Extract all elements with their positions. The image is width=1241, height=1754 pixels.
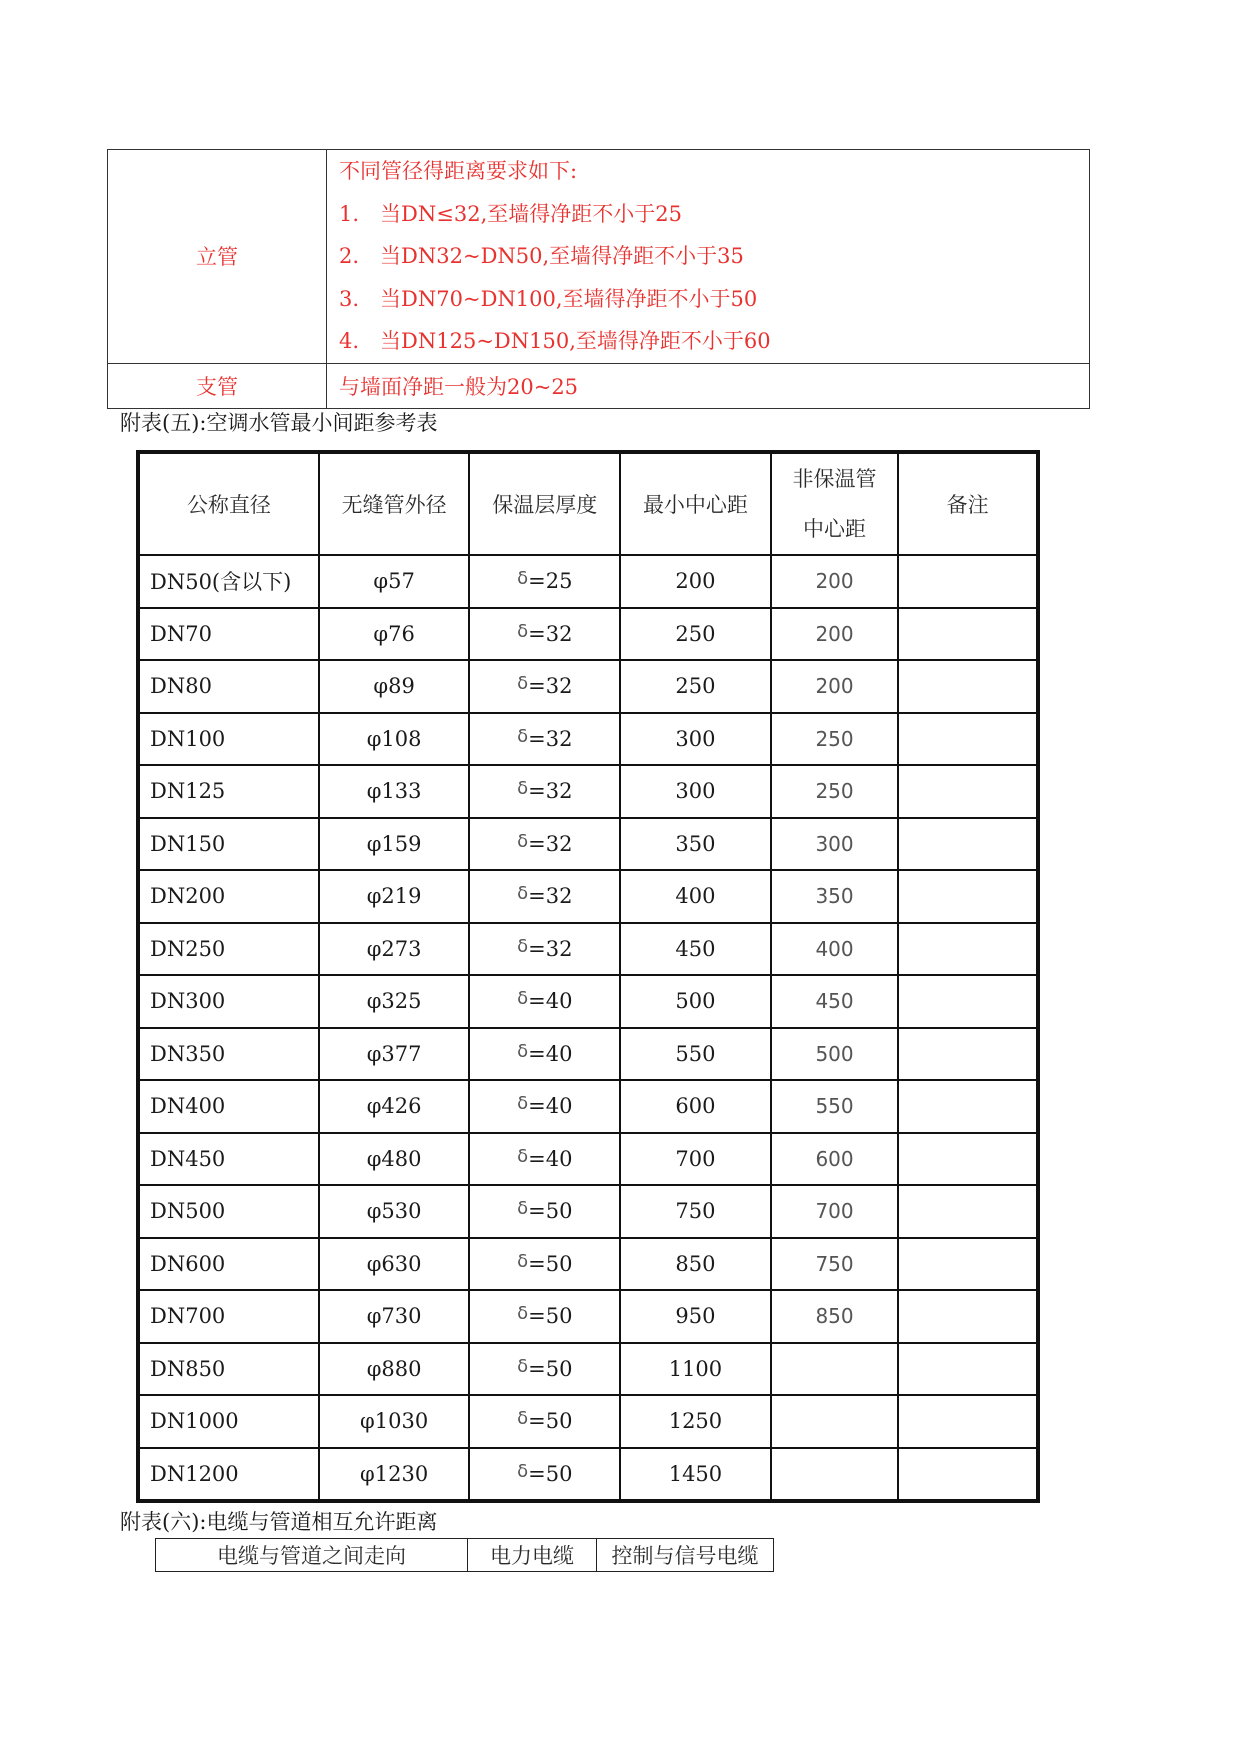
cell-min-center-distance: 1450 bbox=[620, 1448, 771, 1502]
cell-nominal-diameter: DN850 bbox=[138, 1343, 319, 1396]
riser-item-4: 4. 当DN125~DN150,至墙得净距不小于60 bbox=[339, 329, 771, 353]
cell-nominal-diameter: DN200 bbox=[138, 870, 319, 923]
header-insulation-thickness: 保温层厚度 bbox=[469, 452, 620, 555]
table-header-row bbox=[156, 1539, 774, 1572]
riser-item-1: 1. 当DN≤32,至墙得净距不小于25 bbox=[339, 201, 682, 226]
thickness-value: =25 bbox=[528, 569, 573, 594]
cell-insulation-thickness bbox=[469, 1080, 620, 1133]
table-row bbox=[138, 660, 1038, 713]
cell-min-center-distance: 1100 bbox=[620, 1343, 771, 1396]
delta-symbol: δ bbox=[517, 988, 529, 1010]
cell-min-center-distance: 950 bbox=[620, 1290, 771, 1343]
delta-symbol: δ bbox=[517, 620, 529, 642]
cell-nominal-diameter: DN450 bbox=[138, 1133, 319, 1186]
cell-outer-diameter: φ880 bbox=[319, 1343, 470, 1396]
cell-nominal-diameter: DN300 bbox=[138, 975, 319, 1028]
table-row bbox=[138, 1185, 1038, 1238]
header-remarks: 备注 bbox=[898, 452, 1038, 555]
cell-remarks bbox=[898, 1028, 1038, 1081]
cell-outer-diameter: φ530 bbox=[319, 1185, 470, 1238]
header-direction: 电缆与管道之间走向 bbox=[156, 1539, 468, 1572]
cell-insulation-thickness bbox=[469, 660, 620, 713]
table-row bbox=[138, 608, 1038, 661]
delta-symbol: δ bbox=[517, 673, 529, 695]
cell-remarks bbox=[898, 608, 1038, 661]
thickness-value: =32 bbox=[528, 779, 573, 804]
cell-remarks bbox=[898, 1080, 1038, 1133]
thickness-value: =32 bbox=[528, 726, 573, 751]
cell-non-insulated-distance: 200 bbox=[771, 660, 899, 713]
pipe-spacing-table bbox=[136, 450, 1040, 1503]
cell-non-insulated-distance: 600 bbox=[771, 1133, 899, 1186]
cell-min-center-distance: 400 bbox=[620, 870, 771, 923]
cell-insulation-thickness bbox=[469, 1290, 620, 1343]
cell-insulation-thickness bbox=[469, 923, 620, 976]
pipe-spacing-table-body bbox=[138, 555, 1038, 1501]
table-row bbox=[138, 1290, 1038, 1343]
cell-nominal-diameter: DN250 bbox=[138, 923, 319, 976]
header-nominal-diameter: 公称直径 bbox=[138, 452, 319, 555]
cell-nominal-diameter: DN1200 bbox=[138, 1448, 319, 1502]
cell-remarks bbox=[898, 765, 1038, 818]
cell-outer-diameter: φ133 bbox=[319, 765, 470, 818]
table-row bbox=[138, 1448, 1038, 1502]
table-row bbox=[108, 150, 1090, 364]
thickness-value: =50 bbox=[528, 1356, 573, 1381]
cell-outer-diameter: φ159 bbox=[319, 818, 470, 871]
cell-min-center-distance: 700 bbox=[620, 1133, 771, 1186]
cell-non-insulated-distance: 400 bbox=[771, 923, 899, 976]
thickness-value: =50 bbox=[528, 1251, 573, 1276]
cell-min-center-distance: 850 bbox=[620, 1238, 771, 1291]
cell-non-insulated-distance: 500 bbox=[771, 1028, 899, 1081]
delta-symbol: δ bbox=[517, 1250, 529, 1272]
delta-symbol: δ bbox=[517, 725, 529, 747]
cell-min-center-distance: 600 bbox=[620, 1080, 771, 1133]
cell-remarks bbox=[898, 1133, 1038, 1186]
cell-outer-diameter: φ426 bbox=[319, 1080, 470, 1133]
table6-caption: 附表(六):电缆与管道相互允许距离 bbox=[120, 1510, 438, 1534]
thickness-value: =40 bbox=[528, 1146, 573, 1171]
branch-label: 支管 bbox=[108, 363, 327, 408]
riser-requirements bbox=[327, 150, 1090, 364]
cell-insulation-thickness bbox=[469, 555, 620, 608]
header-non-insulated-line1: 非保温管 bbox=[792, 467, 877, 491]
cell-nominal-diameter: DN50(含以下) bbox=[138, 555, 319, 608]
table-row bbox=[138, 713, 1038, 766]
cell-nominal-diameter: DN500 bbox=[138, 1185, 319, 1238]
cell-non-insulated-distance bbox=[771, 1395, 899, 1448]
cell-min-center-distance: 350 bbox=[620, 818, 771, 871]
cell-remarks bbox=[898, 660, 1038, 713]
header-min-center-distance: 最小中心距 bbox=[620, 452, 771, 555]
cell-min-center-distance: 300 bbox=[620, 713, 771, 766]
cell-remarks bbox=[898, 870, 1038, 923]
cell-insulation-thickness bbox=[469, 1133, 620, 1186]
cell-non-insulated-distance bbox=[771, 1343, 899, 1396]
riser-label: 立管 bbox=[108, 150, 327, 364]
delta-symbol: δ bbox=[517, 1303, 529, 1325]
riser-intro: 不同管径得距离要求如下: bbox=[339, 159, 578, 183]
table-row bbox=[138, 1238, 1038, 1291]
thickness-value: =32 bbox=[528, 884, 573, 909]
cell-min-center-distance: 450 bbox=[620, 923, 771, 976]
cell-nominal-diameter: DN100 bbox=[138, 713, 319, 766]
table-row bbox=[138, 555, 1038, 608]
cell-non-insulated-distance: 200 bbox=[771, 608, 899, 661]
cell-non-insulated-distance: 250 bbox=[771, 765, 899, 818]
cell-insulation-thickness bbox=[469, 1343, 620, 1396]
cell-insulation-thickness bbox=[469, 1238, 620, 1291]
thickness-value: =50 bbox=[528, 1304, 573, 1329]
cell-insulation-thickness bbox=[469, 608, 620, 661]
cell-nominal-diameter: DN125 bbox=[138, 765, 319, 818]
cell-outer-diameter: φ219 bbox=[319, 870, 470, 923]
cell-nominal-diameter: DN700 bbox=[138, 1290, 319, 1343]
cell-remarks bbox=[898, 923, 1038, 976]
cell-remarks bbox=[898, 1448, 1038, 1502]
cell-nominal-diameter: DN80 bbox=[138, 660, 319, 713]
cell-min-center-distance: 550 bbox=[620, 1028, 771, 1081]
table-row bbox=[138, 1343, 1038, 1396]
header-non-insulated-distance bbox=[771, 452, 899, 555]
thickness-value: =40 bbox=[528, 1094, 573, 1119]
header-non-insulated-line2: 中心距 bbox=[803, 517, 867, 541]
thickness-value: =50 bbox=[528, 1199, 573, 1224]
cell-insulation-thickness bbox=[469, 1395, 620, 1448]
cell-min-center-distance: 300 bbox=[620, 765, 771, 818]
cell-insulation-thickness bbox=[469, 818, 620, 871]
cell-min-center-distance: 750 bbox=[620, 1185, 771, 1238]
thickness-value: =32 bbox=[528, 831, 573, 856]
cell-outer-diameter: φ57 bbox=[319, 555, 470, 608]
delta-symbol: δ bbox=[517, 1355, 529, 1377]
cell-min-center-distance: 200 bbox=[620, 555, 771, 608]
cell-remarks bbox=[898, 1395, 1038, 1448]
cell-outer-diameter: φ76 bbox=[319, 608, 470, 661]
thickness-value: =32 bbox=[528, 936, 573, 961]
cell-outer-diameter: φ89 bbox=[319, 660, 470, 713]
cell-non-insulated-distance: 250 bbox=[771, 713, 899, 766]
delta-symbol: δ bbox=[517, 1198, 529, 1220]
cell-outer-diameter: φ377 bbox=[319, 1028, 470, 1081]
delta-symbol: δ bbox=[517, 778, 529, 800]
cell-outer-diameter: φ108 bbox=[319, 713, 470, 766]
cell-outer-diameter: φ630 bbox=[319, 1238, 470, 1291]
cell-min-center-distance: 250 bbox=[620, 660, 771, 713]
delta-symbol: δ bbox=[517, 1040, 529, 1062]
thickness-value: =40 bbox=[528, 989, 573, 1014]
delta-symbol: δ bbox=[517, 568, 529, 590]
cell-min-center-distance: 500 bbox=[620, 975, 771, 1028]
table-row bbox=[138, 1395, 1038, 1448]
delta-symbol: δ bbox=[517, 1460, 529, 1482]
delta-symbol: δ bbox=[517, 830, 529, 852]
delta-symbol: δ bbox=[517, 883, 529, 905]
table5-caption: 附表(五):空调水管最小间距参考表 bbox=[120, 411, 438, 435]
cable-pipe-distance-table bbox=[155, 1538, 774, 1572]
cell-remarks bbox=[898, 1185, 1038, 1238]
thickness-value: =40 bbox=[528, 1041, 573, 1066]
header-power-cable: 电力电缆 bbox=[468, 1539, 597, 1572]
cell-remarks bbox=[898, 555, 1038, 608]
table-row bbox=[138, 1028, 1038, 1081]
cell-outer-diameter: φ273 bbox=[319, 923, 470, 976]
cell-insulation-thickness bbox=[469, 765, 620, 818]
table-row bbox=[138, 923, 1038, 976]
cell-nominal-diameter: DN350 bbox=[138, 1028, 319, 1081]
cell-outer-diameter: φ730 bbox=[319, 1290, 470, 1343]
cell-outer-diameter: φ1030 bbox=[319, 1395, 470, 1448]
cell-non-insulated-distance bbox=[771, 1448, 899, 1502]
cell-nominal-diameter: DN150 bbox=[138, 818, 319, 871]
cell-outer-diameter: φ480 bbox=[319, 1133, 470, 1186]
table-row bbox=[138, 975, 1038, 1028]
header-control-signal-cable: 控制与信号电缆 bbox=[597, 1539, 774, 1572]
riser-item-2: 2. 当DN32~DN50,至墙得净距不小于35 bbox=[339, 244, 744, 268]
cell-non-insulated-distance: 300 bbox=[771, 818, 899, 871]
cell-insulation-thickness bbox=[469, 1185, 620, 1238]
header-outer-diameter: 无缝管外径 bbox=[319, 452, 470, 555]
cell-remarks bbox=[898, 1238, 1038, 1291]
thickness-value: =50 bbox=[528, 1409, 573, 1434]
cell-remarks bbox=[898, 975, 1038, 1028]
cell-remarks bbox=[898, 1290, 1038, 1343]
table-row bbox=[138, 1133, 1038, 1186]
cell-non-insulated-distance: 750 bbox=[771, 1238, 899, 1291]
table-row bbox=[108, 363, 1090, 408]
table-header-row bbox=[138, 452, 1038, 555]
cell-remarks bbox=[898, 818, 1038, 871]
delta-symbol: δ bbox=[517, 1093, 529, 1115]
table-row bbox=[138, 818, 1038, 871]
cell-nominal-diameter: DN70 bbox=[138, 608, 319, 661]
cell-outer-diameter: φ325 bbox=[319, 975, 470, 1028]
cell-insulation-thickness bbox=[469, 713, 620, 766]
pipe-wall-distance-table bbox=[107, 149, 1090, 409]
cell-min-center-distance: 250 bbox=[620, 608, 771, 661]
cell-insulation-thickness bbox=[469, 1448, 620, 1502]
cell-insulation-thickness bbox=[469, 1028, 620, 1081]
branch-text: 与墙面净距一般为20~25 bbox=[327, 363, 1090, 408]
delta-symbol: δ bbox=[517, 1145, 529, 1167]
cell-insulation-thickness bbox=[469, 975, 620, 1028]
cell-non-insulated-distance: 450 bbox=[771, 975, 899, 1028]
thickness-value: =32 bbox=[528, 621, 573, 646]
thickness-value: =32 bbox=[528, 674, 573, 699]
cell-insulation-thickness bbox=[469, 870, 620, 923]
cell-non-insulated-distance: 200 bbox=[771, 555, 899, 608]
cell-outer-diameter: φ1230 bbox=[319, 1448, 470, 1502]
cell-remarks bbox=[898, 1343, 1038, 1396]
cell-non-insulated-distance: 850 bbox=[771, 1290, 899, 1343]
cell-non-insulated-distance: 350 bbox=[771, 870, 899, 923]
cell-remarks bbox=[898, 713, 1038, 766]
cell-non-insulated-distance: 700 bbox=[771, 1185, 899, 1238]
delta-symbol: δ bbox=[517, 935, 529, 957]
cell-min-center-distance: 1250 bbox=[620, 1395, 771, 1448]
delta-symbol: δ bbox=[517, 1408, 529, 1430]
thickness-value: =50 bbox=[528, 1461, 573, 1486]
table-row bbox=[138, 1080, 1038, 1133]
cell-nominal-diameter: DN600 bbox=[138, 1238, 319, 1291]
table-row bbox=[138, 870, 1038, 923]
table-row bbox=[138, 765, 1038, 818]
cell-non-insulated-distance: 550 bbox=[771, 1080, 899, 1133]
cell-nominal-diameter: DN1000 bbox=[138, 1395, 319, 1448]
cell-nominal-diameter: DN400 bbox=[138, 1080, 319, 1133]
riser-item-3: 3. 当DN70~DN100,至墙得净距不小于50 bbox=[339, 286, 758, 311]
